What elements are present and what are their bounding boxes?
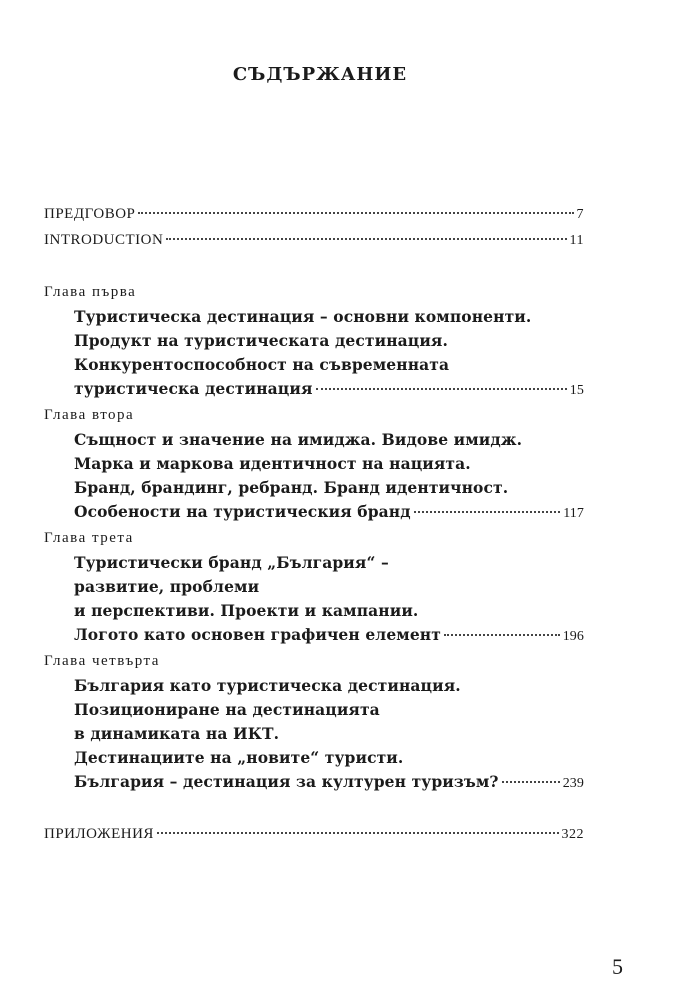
toc-entry-line: туристическа дестинация bbox=[74, 379, 313, 398]
dot-leader bbox=[444, 634, 560, 636]
toc-page-number: 196 bbox=[562, 629, 584, 644]
toc-entry-chapter-2[interactable] bbox=[74, 500, 584, 524]
toc-entry-chapter-1[interactable] bbox=[74, 377, 584, 401]
toc-entry-line: България като туристическа дестинация. bbox=[74, 676, 461, 695]
chapter-heading: Глава четвърта bbox=[44, 653, 160, 669]
toc-entry-label: ПРЕДГОВОР bbox=[44, 206, 136, 222]
toc-entry-introduction[interactable] bbox=[44, 228, 584, 252]
dot-leader bbox=[502, 781, 560, 783]
toc-entry-chapter-3[interactable] bbox=[74, 623, 584, 647]
toc-entry-line: Особености на туристическия бранд bbox=[74, 502, 411, 521]
toc-entry-line: Същност и значение на имиджа. Видове имидж. bbox=[74, 430, 523, 449]
dot-leader bbox=[138, 212, 573, 214]
toc-entry-line: Туристически бранд „България“ – bbox=[74, 553, 389, 572]
toc-entry-line: Позициониране на дестинацията bbox=[74, 700, 380, 719]
toc-page-number: 117 bbox=[563, 506, 584, 521]
toc-entry-label: INTRODUCTION bbox=[44, 232, 164, 248]
toc-page-number: 322 bbox=[561, 827, 584, 842]
toc-entry-line: България – дестинация за културен туризъм? bbox=[74, 772, 499, 791]
toc-entry-line: Дестинациите на „новите“ туристи. bbox=[74, 748, 404, 767]
page-title: СЪДЪРЖАНИЕ bbox=[232, 64, 408, 85]
toc-page-number: 11 bbox=[569, 233, 584, 248]
chapter-heading: Глава първа bbox=[44, 284, 137, 300]
toc-entry-chapter-4[interactable] bbox=[74, 770, 584, 794]
toc-entry-line: развитие, проблеми bbox=[74, 577, 260, 596]
toc-entry-line: Марка и маркова идентичност на нацията. bbox=[74, 454, 471, 473]
dot-leader bbox=[316, 388, 567, 390]
page-number-folio: 5 bbox=[612, 954, 623, 979]
dot-leader bbox=[414, 511, 561, 513]
chapter-heading: Глава трета bbox=[44, 530, 134, 546]
toc-entry-preface[interactable] bbox=[44, 202, 584, 226]
toc-page-number: 7 bbox=[576, 207, 584, 222]
toc-entry-line: Туристическа дестинация – основни компоненти. bbox=[74, 307, 532, 326]
toc-page-number: 15 bbox=[569, 383, 584, 398]
dot-leader bbox=[157, 832, 559, 834]
toc-entry-line: и перспективи. Проекти и кампании. bbox=[74, 601, 419, 620]
toc-entry-appendices[interactable] bbox=[44, 822, 584, 846]
toc-page-number: 239 bbox=[562, 776, 584, 791]
chapter-heading: Глава втора bbox=[44, 407, 135, 423]
dot-leader bbox=[166, 238, 566, 240]
toc-entry-line: Продукт на туристическата дестинация. bbox=[74, 331, 448, 350]
toc-entry-line: Конкурентоспособност на съвременната bbox=[74, 355, 450, 374]
toc-entry-label: ПРИЛОЖЕНИЯ bbox=[44, 826, 154, 842]
toc-entry-line: Логото като основен графичен елемент bbox=[74, 625, 441, 644]
toc-entry-line: в динамиката на ИКТ. bbox=[74, 724, 280, 743]
toc-entry-line: Бранд, брандинг, ребранд. Бранд идентичност. bbox=[74, 478, 509, 497]
